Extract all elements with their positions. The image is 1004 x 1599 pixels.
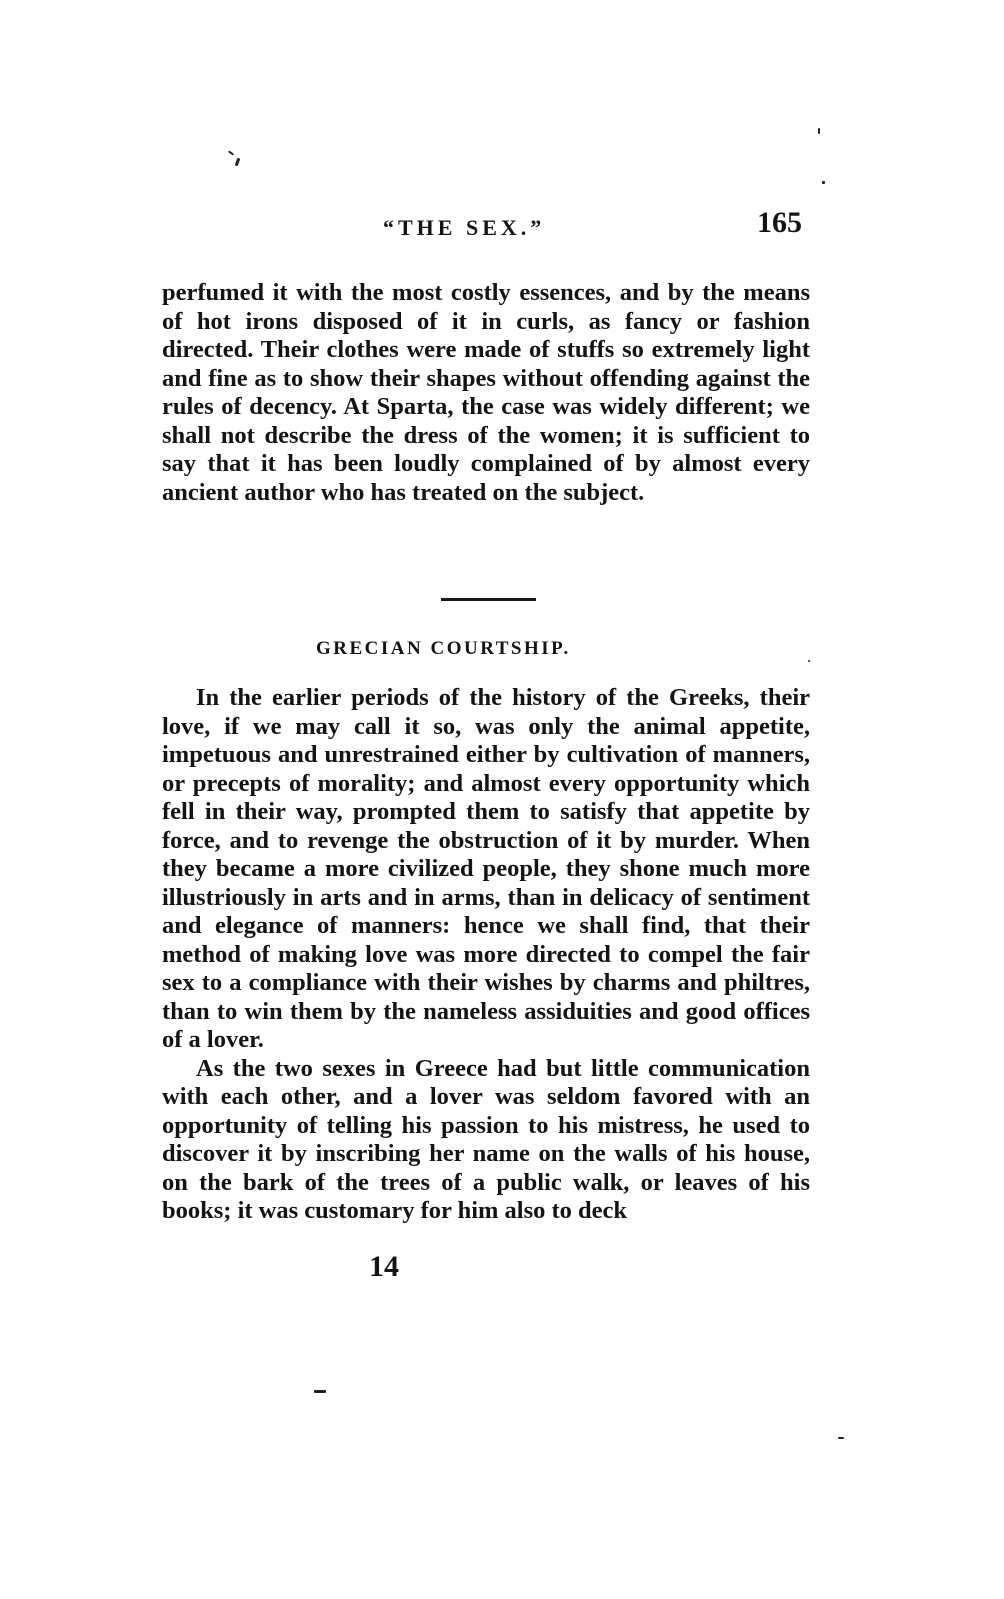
scan-speck bbox=[228, 150, 234, 155]
scan-speck bbox=[808, 660, 810, 662]
scan-speck bbox=[838, 1437, 844, 1439]
continuation-paragraph: perfumed it with the most costly essences, and by the means of hot irons disposed of it in curls, as fancy or fashion directed. Their clothes were made of stuffs so extremely light and fine as to show their shapes without offending against the rules of decency. At Sparta, the case was widely different; we shall not describe the dress of the women; it is sufficient to say that it has been loudly complained of by almost every ancient author who has treated on the subject. bbox=[162, 279, 810, 506]
section-heading: GRECIAN COURTSHIP. bbox=[316, 638, 571, 659]
section-body bbox=[162, 684, 810, 1226]
paragraph: As the two sexes in Greece had but little communication with each other, and a lover was seldom favored with an opportunity of telling his passion to his mistress, he used to discover it by inscribing her name on the walls of his house, on the bark of the trees of a public walk, or leaves of his books; it was customary for him also to deck bbox=[162, 1054, 810, 1224]
continuation-text bbox=[162, 279, 810, 507]
scan-speck bbox=[314, 1390, 326, 1393]
scan-speck bbox=[822, 181, 825, 184]
paragraph: In the earlier periods of the history of the Greeks, their love, if we may call it so, was only the animal appetite, impetuous and unrestrained either by cultivation of manners, or precepts of morality; and almost every opportunity which fell in their way, prompted them to satisfy that appetite by force, and to revenge the obstruction of it by murder. When they became a more civilized people, they shone much more illustriously in arts and in arms, than in delicacy of sentiment and elegance of manners: hence we shall find, that their method of making love was more directed to compel the fair sex to a compliance with their wishes by charms and philtres, than to win them by the nameless assiduities and good offices of a lover. bbox=[162, 684, 810, 1053]
running-head: “THE SEX.” bbox=[383, 215, 546, 240]
section-divider bbox=[441, 598, 536, 601]
signature-mark: 14 bbox=[369, 1250, 399, 1283]
page-number: 165 bbox=[757, 206, 802, 239]
scan-speck bbox=[235, 158, 241, 167]
scan-speck bbox=[818, 128, 820, 134]
